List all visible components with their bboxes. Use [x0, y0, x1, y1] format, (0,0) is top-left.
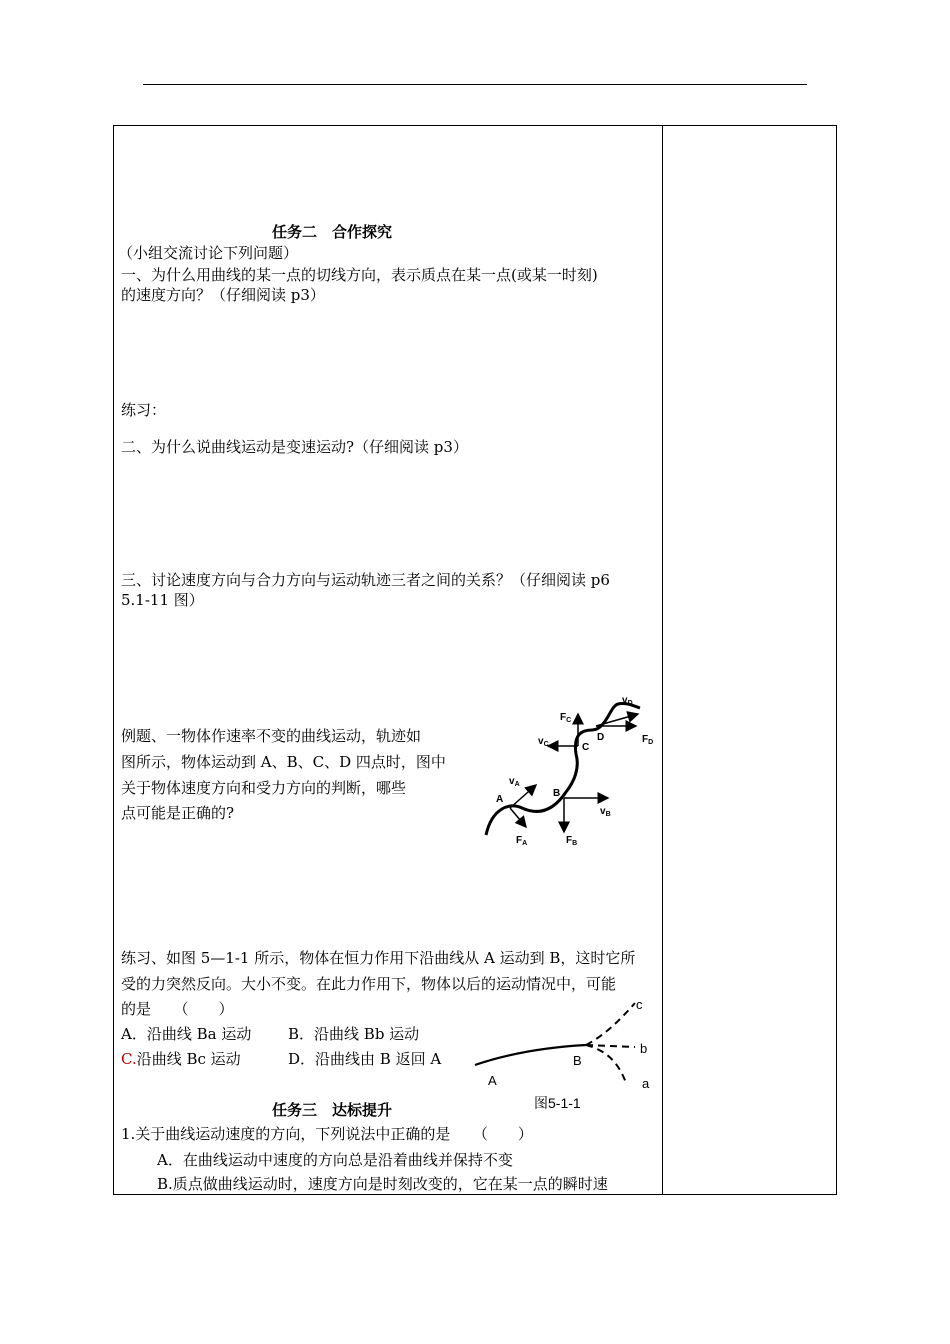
- example-line-2: 图所示，物体运动到 A、B、C、D 四点时，图中: [121, 753, 446, 771]
- practice-label: 练习：: [121, 401, 167, 419]
- header-rule: [143, 84, 807, 85]
- option-A: A．沿曲线 Ba 运动: [121, 1025, 252, 1043]
- point-D-label: D: [597, 732, 605, 743]
- fig2-label-a: a: [642, 1076, 650, 1091]
- figure-caption: 图5-1-1: [534, 1095, 581, 1111]
- fig2-label-b: b: [640, 1041, 648, 1056]
- velocity-D-arrow: [596, 714, 638, 726]
- FC-label: $F_C$: [560, 712, 572, 724]
- task3-q1-option-B: B.质点做曲线运动时，速度方向是时刻改变的，它在某一点的瞬时速: [157, 1175, 608, 1193]
- path-b: [586, 1045, 635, 1047]
- trajectory-A-to-B: [475, 1045, 586, 1065]
- fig2-label-A: A: [488, 1073, 497, 1088]
- exercise-line-3: 的是 （ ）: [121, 1000, 234, 1018]
- trajectory-curve: [486, 703, 640, 835]
- FB-label: $F_B$: [566, 835, 578, 847]
- question-3-line2: 5.1-11 图）: [121, 591, 204, 609]
- vD-label: $v_D$: [622, 695, 633, 707]
- fig2-label-c: c: [636, 997, 643, 1012]
- option-B: B．沿曲线 Bb 运动: [288, 1025, 420, 1043]
- option-C: [121, 1049, 241, 1069]
- vA-label: $v_A$: [509, 776, 520, 788]
- path-a: [586, 1045, 626, 1083]
- example-line-4: 点可能是正确的?: [121, 804, 235, 822]
- FA-label: $F_A$: [516, 835, 528, 847]
- trajectory-force-figure: [476, 690, 666, 865]
- example-line-1: 例题、一物体作速率不变的曲线运动，轨迹如: [121, 727, 422, 745]
- option-D: D．沿曲线由 B 返回 A: [288, 1050, 442, 1068]
- notes-column-divider: [662, 125, 663, 1195]
- fig2-label-B: B: [573, 1053, 582, 1068]
- task2-title: 任务二 合作探究: [272, 223, 393, 241]
- vC-label: $v_C$: [538, 736, 549, 748]
- path-c: [586, 1003, 635, 1045]
- task3-title: 任务三 达标提升: [272, 1101, 393, 1119]
- point-A-label: A: [496, 794, 504, 805]
- figure-5-1-1: [470, 995, 660, 1115]
- task2-subtitle: （小组交流讨论下列问题）: [118, 244, 299, 262]
- exercise-line-1: 练习、如图 5—1-1 所示，物体在恒力作用下沿曲线从 A 运动到 B，这时它所: [121, 949, 636, 967]
- question-1-line2: 的速度方向？（仔细阅读 p3）: [121, 286, 325, 304]
- velocity-A-arrow: [510, 785, 536, 808]
- exercise-line-2: 受的力突然反向。大小不变。在此力作用下，物体以后的运动情况中，可能: [121, 975, 617, 993]
- answer-mark: C.: [121, 1050, 137, 1068]
- task3-q1-option-A: A．在曲线运动中速度的方向总是沿着曲线并保持不变: [157, 1151, 513, 1169]
- point-C-label: C: [582, 742, 590, 753]
- vB-label: $v_B$: [600, 806, 611, 818]
- example-line-3: 关于物体速度方向和受力方向的判断，哪些: [121, 779, 407, 797]
- task3-question-1: 1.关于曲线运动速度的方向，下列说法中正确的是 （ ）: [121, 1125, 533, 1143]
- question-2: 二、为什么说曲线运动是变速运动?（仔细阅读 p3）: [121, 438, 468, 456]
- force-A-arrow: [510, 808, 526, 827]
- point-B-label: B: [553, 788, 561, 799]
- option-C-text: 沿曲线 Bc 运动: [136, 1050, 241, 1068]
- question-1-line1: 一、为什么用曲线的某一点的切线方向，表示质点在某一点(或某一时刻): [121, 266, 598, 284]
- FD-label: $F_D$: [642, 734, 654, 746]
- question-3-line1: 三、讨论速度方向与合力方向与运动轨迹三者之间的关系？（仔细阅读 p6: [121, 571, 610, 589]
